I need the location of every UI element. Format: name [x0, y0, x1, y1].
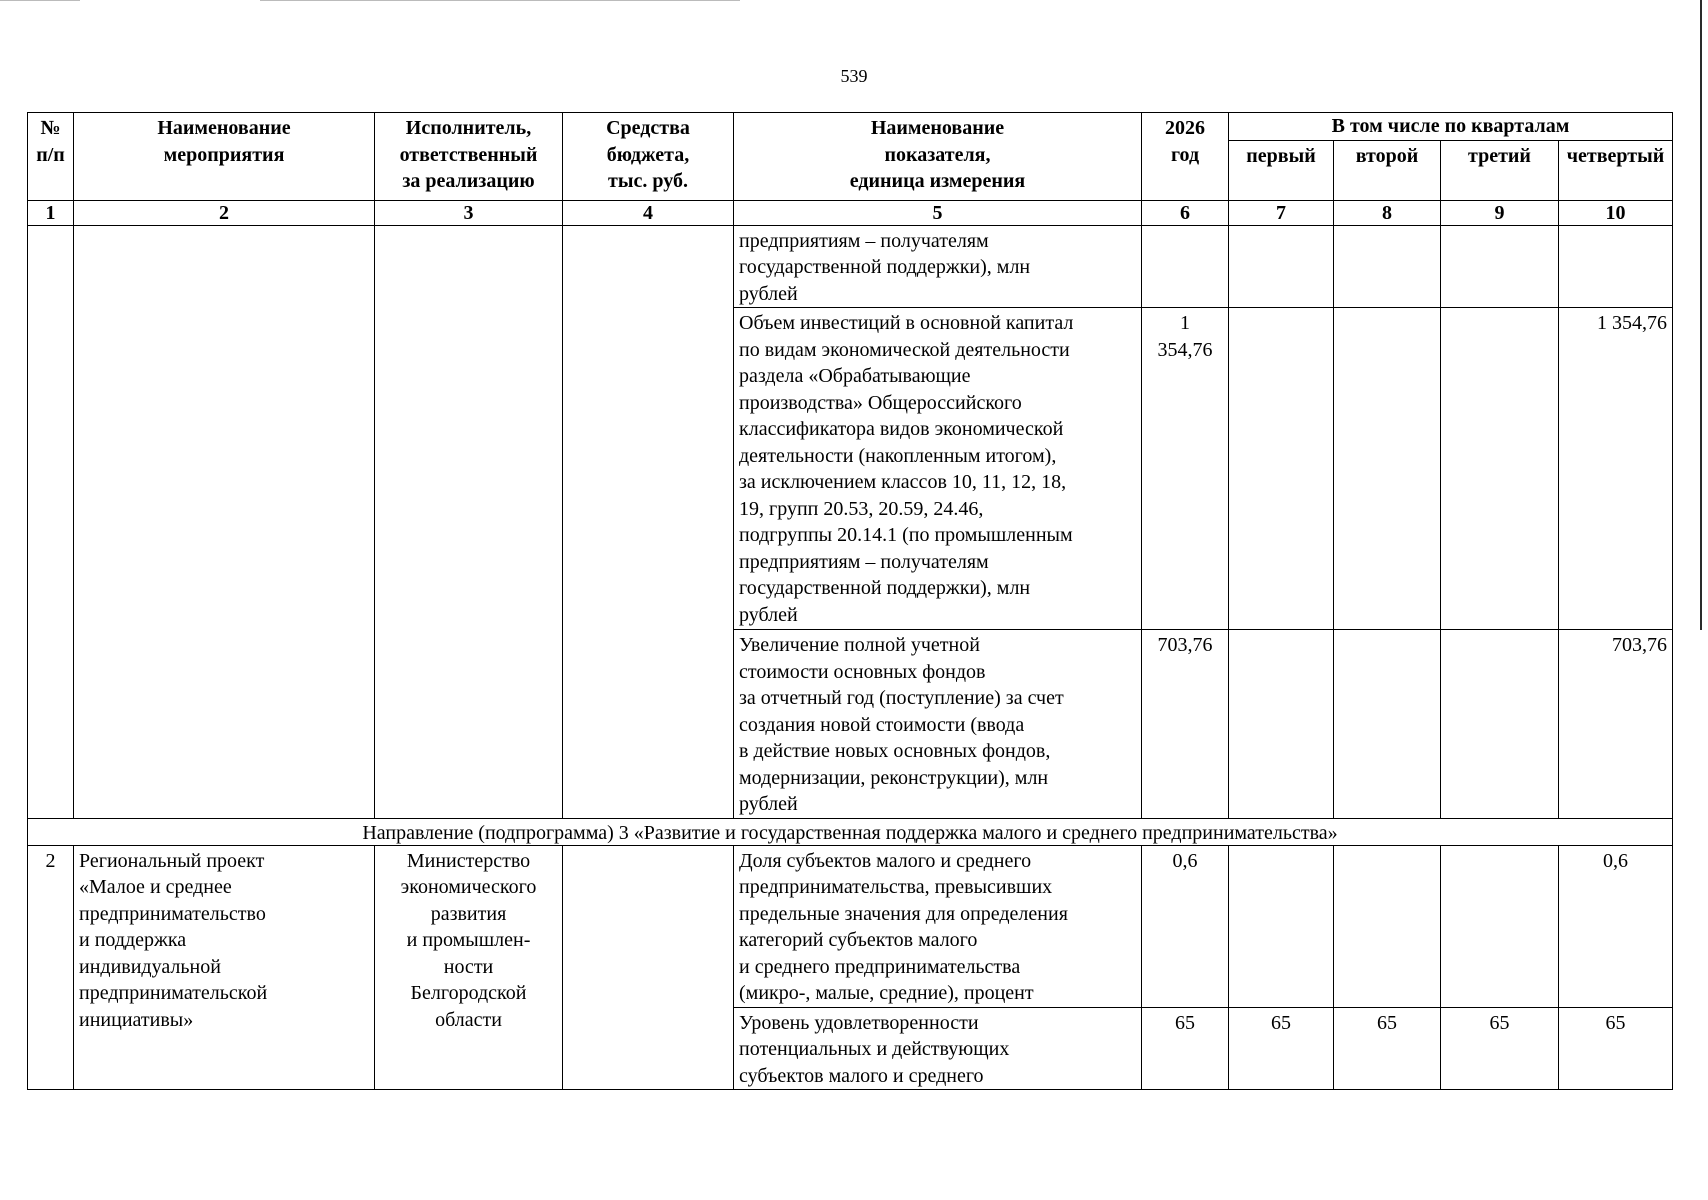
q3-value	[1441, 845, 1559, 1007]
year-value: 0,6	[1142, 845, 1229, 1007]
q1-value	[1229, 630, 1334, 819]
page-number: 539	[840, 66, 868, 86]
section-row	[28, 818, 1673, 845]
budget-value	[563, 845, 734, 1090]
q4-value: 0,6	[1559, 845, 1673, 1007]
header-indicator: Наименование показателя, единица измерения	[734, 113, 1142, 201]
column-number: 10	[1559, 200, 1673, 225]
header-num: № п/п	[28, 113, 74, 201]
q3-value	[1441, 630, 1559, 819]
cell-budget-empty	[563, 225, 734, 818]
column-number: 4	[563, 200, 734, 225]
q3-value	[1441, 225, 1559, 308]
column-number: 9	[1441, 200, 1559, 225]
header-q3: третий	[1441, 140, 1559, 200]
indicator-cell: Увеличение полной учетной стоимости основных фондов за отчетный год (поступление) за счет создания новой стоимости (ввода в действие новых основных фондов, модернизации, реконструкции), млн рублей	[734, 630, 1142, 819]
year-value: 703,76	[1142, 630, 1229, 819]
cell-num-empty	[28, 225, 74, 818]
q1-value	[1229, 845, 1334, 1007]
q1-value	[1229, 308, 1334, 630]
header-quarters-group: В том числе по кварталам	[1229, 113, 1673, 141]
header-budget: Средства бюджета, тыс. руб.	[563, 113, 734, 201]
indicator-cell: Объем инвестиций в основной капитал по видам экономической деятельности раздела «Обрабатывающие производства» Общероссийского классификатора видов экономической деятельности (накопленным итогом), за исключением классов 10, 11, 12, 18, 19, групп 20.53, 20.59, 24.46, подгруппы 20.14.1 (по промышленным предприятиям – получателям государственной поддержки), млн рублей	[734, 308, 1142, 630]
indicator-cell: предприятиям – получателям государственной поддержки), млн рублей	[734, 225, 1142, 308]
header-q2: второй	[1334, 140, 1441, 200]
column-number: 8	[1334, 200, 1441, 225]
header-year: 2026 год	[1142, 113, 1229, 201]
activity-plan-table	[27, 112, 1673, 1090]
q4-value: 65	[1559, 1007, 1673, 1090]
table-row	[28, 845, 1673, 1007]
header-executor: Исполнитель, ответственный за реализацию	[375, 113, 563, 201]
indicator-cell: Уровень удовлетворенности потенциальных и действующих субъектов малого и среднего	[734, 1007, 1142, 1090]
q4-value: 703,76	[1559, 630, 1673, 819]
year-value	[1142, 225, 1229, 308]
executor-name: Министерство экономического развития и промышлен- ности Белгородской области	[375, 845, 563, 1090]
q1-value: 65	[1229, 1007, 1334, 1090]
header-activity: Наименование мероприятия	[74, 113, 375, 201]
page-edge-mark	[1700, 0, 1702, 630]
row-num: 2	[28, 845, 74, 1090]
column-number: 2	[74, 200, 375, 225]
year-value: 1 354,76	[1142, 308, 1229, 630]
q2-value	[1334, 225, 1441, 308]
column-number: 3	[375, 200, 563, 225]
year-value: 65	[1142, 1007, 1229, 1090]
q2-value	[1334, 630, 1441, 819]
header-q1: первый	[1229, 140, 1334, 200]
column-number: 7	[1229, 200, 1334, 225]
column-number: 6	[1142, 200, 1229, 225]
q2-value	[1334, 308, 1441, 630]
q4-value: 1 354,76	[1559, 308, 1673, 630]
q2-value: 65	[1334, 1007, 1441, 1090]
column-number-row	[28, 200, 1673, 225]
table-row	[28, 225, 1673, 308]
q4-value	[1559, 225, 1673, 308]
section-title: Направление (подпрограмма) 3 «Развитие и государственная поддержка малого и среднего предпринимательства»	[28, 818, 1673, 845]
q3-value: 65	[1441, 1007, 1559, 1090]
header-q4: четвертый	[1559, 140, 1673, 200]
cell-executor-empty	[375, 225, 563, 818]
indicator-cell: Доля субъектов малого и среднего предпринимательства, превысивших предельные значения для определения категорий субъектов малого и среднего предпринимательства (микро-, малые, средние), процент	[734, 845, 1142, 1007]
q2-value	[1334, 845, 1441, 1007]
activity-name: Региональный проект «Малое и среднее предпринимательство и поддержка индивидуальной предпринимательской инициативы»	[74, 845, 375, 1090]
column-number: 5	[734, 200, 1142, 225]
q3-value	[1441, 308, 1559, 630]
q1-value	[1229, 225, 1334, 308]
cell-activity-empty	[74, 225, 375, 818]
column-number: 1	[28, 200, 74, 225]
